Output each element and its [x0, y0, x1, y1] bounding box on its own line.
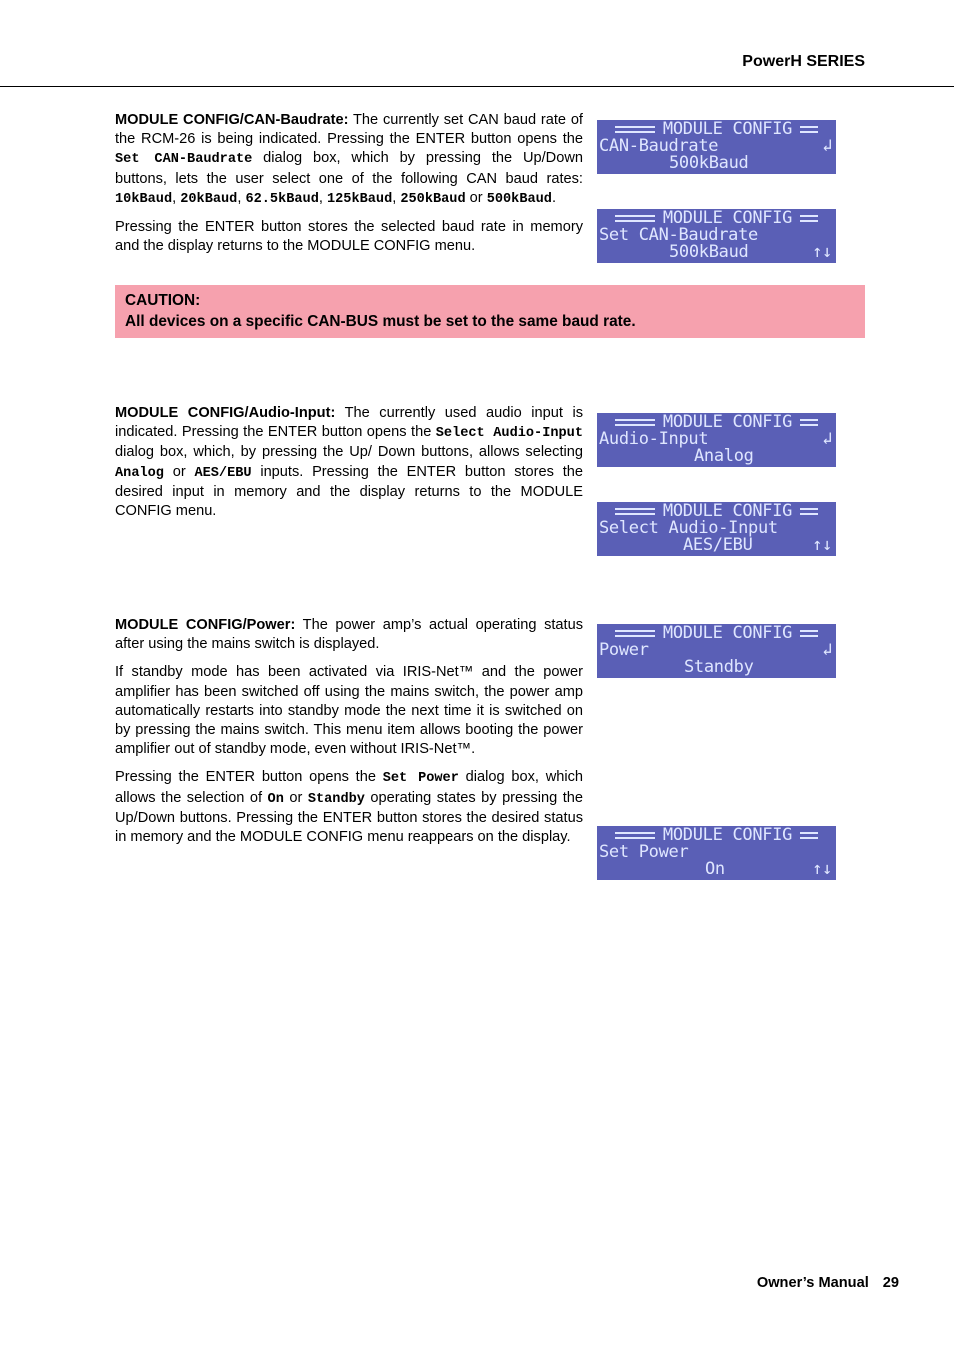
- lcd-value: Standby: [684, 657, 754, 677]
- rate-10k: 10kBaud: [115, 191, 173, 207]
- audio-text-b: dialog box, which, by pressing the Up/ Down buttons, allows selecting: [115, 444, 583, 461]
- header-series: PowerH SERIES: [742, 53, 865, 70]
- lcd-value: AES/EBU: [683, 535, 753, 555]
- audio-text-a: The currently used audio input is indicated. Pressing the ENTER button opens the: [115, 405, 583, 441]
- up-down-icon: ↑↓: [812, 535, 832, 555]
- or-word: or: [163, 463, 195, 480]
- lcd-title: MODULE CONFIG: [662, 826, 793, 845]
- audio-dialog-name: Select Audio-Input: [435, 426, 583, 442]
- lcd-audio-menu: [597, 413, 836, 467]
- lcd-bar: [615, 630, 655, 637]
- lcd-can-dialog: [597, 209, 836, 263]
- aes-ebu-option: AES/EBU: [194, 465, 252, 481]
- lcd-bar: [800, 832, 818, 839]
- can-paragraph-2: Pressing the ENTER button stores the selected baud rate in memory and the display returns to the MODULE CONFIG menu.: [115, 219, 583, 255]
- lcd-bar: [800, 215, 818, 222]
- lcd-value: Analog: [694, 446, 754, 466]
- lcd-line2: CAN-Baudrate: [599, 136, 719, 156]
- lcd-bar: [615, 126, 655, 133]
- lcd-bar: [800, 126, 818, 133]
- rate-62k: 62.5kBaud: [245, 191, 319, 207]
- enter-icon: ↲: [822, 136, 832, 156]
- sep: ,: [392, 189, 401, 206]
- rate-250k: 250kBaud: [400, 191, 466, 207]
- lcd-line2: Set CAN-Baudrate: [599, 225, 758, 245]
- lcd-bar: [615, 508, 655, 515]
- lcd-value: 500kBaud: [669, 242, 749, 262]
- lcd-line2: Power: [599, 640, 649, 660]
- sep: ,: [237, 189, 246, 206]
- or-word: or: [465, 189, 487, 206]
- footer-manual-title: Owner’s Manual: [756, 1275, 869, 1291]
- lcd-value: 500kBaud: [669, 153, 749, 173]
- period: .: [551, 189, 557, 206]
- lcd-bar: [800, 419, 818, 426]
- audio-paragraph: [115, 404, 583, 521]
- analog-option: Analog: [115, 465, 164, 481]
- caution-text: All devices on a specific CAN-BUS must be set to the same baud rate.: [125, 313, 636, 330]
- up-down-icon: ↑↓: [812, 859, 832, 879]
- can-baudrate-section: [115, 111, 583, 265]
- can-label: MODULE CONFIG/CAN-Baudrate:: [115, 112, 349, 128]
- page-number: 29: [882, 1275, 899, 1291]
- caution-box: [115, 285, 865, 338]
- can-text-a: The currently set CAN baud rate of the RCM-26 is being indicated. Pressing the ENTER button opens the: [115, 112, 583, 148]
- rate-500k: 500kBaud: [486, 191, 552, 207]
- lcd-power-dialog: [597, 826, 836, 880]
- lcd-line2: Audio-Input: [599, 429, 709, 449]
- header-rule: [0, 86, 954, 87]
- lcd-line2: Set Power: [599, 842, 689, 862]
- on-option: On: [267, 791, 284, 807]
- page-footer: [757, 1275, 899, 1291]
- can-text-b: dialog box, which by pressing the Up/Down buttons, lets the user select one of the following CAN baud rates:: [115, 150, 583, 187]
- lcd-power-menu: [597, 624, 836, 678]
- power-text-1: The power amp’s actual operating status after using the mains switch is displayed.: [115, 617, 584, 653]
- rate-125k: 125kBaud: [326, 191, 393, 207]
- lcd-bar: [615, 215, 655, 222]
- lcd-title: MODULE CONFIG: [662, 413, 793, 432]
- audio-text-c: inputs. Pressing the ENTER button stores the desired input in memory and the display returns to the MODULE CONFIG menu.: [115, 463, 583, 520]
- up-down-icon: ↑↓: [812, 242, 832, 262]
- enter-icon: ↲: [822, 640, 832, 660]
- lcd-bar: [615, 832, 655, 839]
- power-paragraph-3: [115, 768, 583, 847]
- lcd-can-menu: [597, 120, 836, 174]
- lcd-bar: [615, 419, 655, 426]
- lcd-bar: [800, 630, 818, 637]
- standby-option: Standby: [307, 791, 365, 807]
- rate-20k: 20kBaud: [180, 191, 238, 207]
- sep: ,: [172, 189, 181, 206]
- lcd-title: MODULE CONFIG: [662, 120, 793, 139]
- power-paragraph-2: If standby mode has been activated via IRIS-Net™ and the power amplifier has been switched off using the mains switch, the power amp automatically restarts into standby mode the next time it is switched on by pressing the mains switch. This menu item allows booting the power amplifier out of standby mode, even without IRIS-Net™.: [115, 664, 583, 758]
- power-dialog-name: Set Power: [382, 771, 459, 787]
- power-text-b: dialog box, which allows the selection of: [115, 769, 584, 806]
- power-label: MODULE CONFIG/Power:: [115, 617, 296, 633]
- sep: ,: [318, 189, 327, 206]
- lcd-title: MODULE CONFIG: [662, 502, 793, 521]
- lcd-title: MODULE CONFIG: [662, 624, 793, 643]
- power-paragraph-1: [115, 616, 583, 654]
- can-paragraph-1: [115, 111, 583, 209]
- lcd-line2: Select Audio-Input: [599, 518, 778, 538]
- enter-icon: ↲: [822, 429, 832, 449]
- audio-input-section: [115, 404, 583, 530]
- audio-label: MODULE CONFIG/Audio-Input:: [115, 405, 336, 421]
- lcd-title: MODULE CONFIG: [662, 209, 793, 228]
- power-text-c: operating states by pressing the Up/Down buttons. Pressing the ENTER button stores the desired status in memory and the MODULE CONFIG menu reappears on the display.: [115, 789, 583, 846]
- can-dialog-name: Set CAN-Baudrate: [115, 152, 253, 168]
- caution-title: CAUTION:: [125, 292, 201, 309]
- power-section: [115, 616, 583, 856]
- lcd-bar: [800, 508, 818, 515]
- lcd-value: On: [705, 859, 725, 879]
- lcd-audio-dialog: [597, 502, 836, 556]
- or-word: or: [283, 789, 308, 806]
- power-text-a: Pressing the ENTER button opens the: [115, 769, 383, 786]
